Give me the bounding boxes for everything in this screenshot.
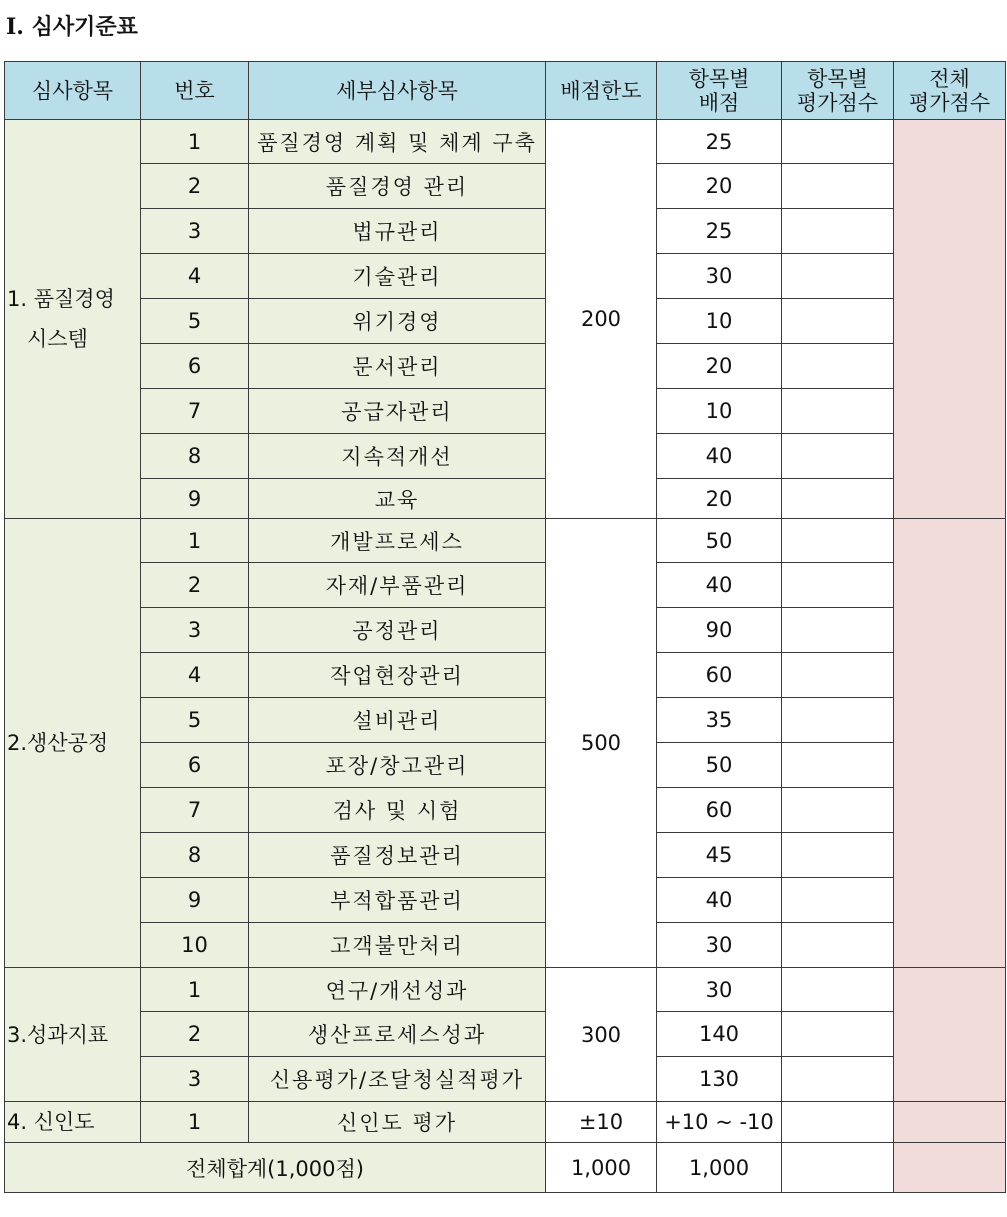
item-points: 60 (657, 653, 782, 698)
category-cell (5, 968, 141, 1102)
category-cell (5, 120, 141, 519)
item-name: 검사 및 시험 (249, 788, 546, 833)
item-number: 3 (141, 209, 249, 254)
item-name: 공급자관리 (249, 389, 546, 434)
limit-cell: ±10 (546, 1102, 657, 1143)
item-name: 품질경영 계획 및 체계 구축 (249, 120, 546, 164)
total-overall-eval (894, 1143, 1006, 1193)
item-eval-score (782, 164, 894, 209)
category-label: 2.생산공정 (7, 731, 109, 755)
total-eval-score (894, 1102, 1006, 1143)
table-row (5, 389, 1006, 434)
item-eval-score (782, 833, 894, 878)
item-number: 7 (141, 389, 249, 434)
table-row (5, 1102, 1006, 1143)
item-name: 품질정보관리 (249, 833, 546, 878)
header-item: 세부심사항목 (249, 62, 546, 120)
header-item-points-line1: 항목별 (688, 66, 750, 91)
item-points: 30 (657, 968, 782, 1012)
header-total-eval-line2: 평가점수 (908, 90, 991, 115)
header-number: 번호 (141, 62, 249, 120)
item-eval-score (782, 743, 894, 788)
item-eval-score (782, 923, 894, 968)
item-eval-score (782, 653, 894, 698)
item-name: 신인도 평가 (249, 1102, 546, 1143)
item-number: 3 (141, 1057, 249, 1102)
item-name: 지속적개선 (249, 434, 546, 479)
evaluation-criteria-table (4, 61, 1006, 1193)
limit-cell: 300 (546, 968, 657, 1102)
total-limit: 1,000 (546, 1143, 657, 1193)
item-name: 고객불만처리 (249, 923, 546, 968)
item-eval-score (782, 968, 894, 1012)
item-name: 위기경영 (249, 299, 546, 344)
table-row (5, 923, 1006, 968)
item-points: 60 (657, 788, 782, 833)
item-points: 40 (657, 563, 782, 608)
item-points: 30 (657, 923, 782, 968)
item-eval-score (782, 1102, 894, 1143)
table-row (5, 653, 1006, 698)
table-row (5, 788, 1006, 833)
item-eval-score (782, 344, 894, 389)
item-name: 신용평가/조달청실적평가 (249, 1057, 546, 1102)
item-eval-score (782, 788, 894, 833)
item-number: 6 (141, 743, 249, 788)
item-eval-score (782, 698, 894, 743)
item-eval-score (782, 209, 894, 254)
item-points: 20 (657, 479, 782, 519)
item-number: 6 (141, 344, 249, 389)
item-name: 기술관리 (249, 254, 546, 299)
table-row (5, 1057, 1006, 1102)
item-eval-score (782, 563, 894, 608)
item-eval-score (782, 254, 894, 299)
category-cell (5, 1102, 141, 1143)
table-row (5, 209, 1006, 254)
item-points: 10 (657, 389, 782, 434)
item-points: 50 (657, 519, 782, 563)
total-eval-score (894, 120, 1006, 519)
header-row (5, 62, 1006, 120)
item-number: 9 (141, 878, 249, 923)
item-points: 130 (657, 1057, 782, 1102)
item-points: 10 (657, 299, 782, 344)
item-points: +10 ~ -10 (657, 1102, 782, 1143)
table-row (5, 968, 1006, 1012)
item-name: 법규관리 (249, 209, 546, 254)
table-row (5, 299, 1006, 344)
item-name: 공정관리 (249, 608, 546, 653)
table-row (5, 519, 1006, 563)
table-row (5, 878, 1006, 923)
item-number: 9 (141, 479, 249, 519)
table-row (5, 608, 1006, 653)
item-number: 1 (141, 968, 249, 1012)
item-number: 1 (141, 519, 249, 563)
header-total-eval-line1: 전체 (929, 66, 970, 91)
item-number: 4 (141, 653, 249, 698)
item-name: 작업현장관리 (249, 653, 546, 698)
item-name: 부적합품관리 (249, 878, 546, 923)
category-label: 4. 신인도 (7, 1110, 95, 1134)
item-eval-score (782, 389, 894, 434)
item-number: 7 (141, 788, 249, 833)
item-number: 5 (141, 698, 249, 743)
item-eval-score (782, 434, 894, 479)
item-eval-score (782, 1012, 894, 1057)
item-eval-score (782, 608, 894, 653)
header-category: 심사항목 (5, 62, 141, 120)
header-limit: 배점한도 (546, 62, 657, 120)
document-title: Ⅰ. 심사기준표 (6, 14, 138, 40)
item-number: 1 (141, 1102, 249, 1143)
item-points: 25 (657, 209, 782, 254)
total-points: 1,000 (657, 1143, 782, 1193)
item-points: 40 (657, 434, 782, 479)
limit-cell: 500 (546, 519, 657, 968)
item-name: 개발프로세스 (249, 519, 546, 563)
header-item-eval-line1: 항목별 (807, 66, 868, 91)
item-eval-score (782, 120, 894, 164)
item-number: 8 (141, 833, 249, 878)
header-item-eval (782, 62, 894, 120)
header-item-eval-line2: 평가점수 (796, 90, 879, 115)
table-row (5, 120, 1006, 164)
item-eval-score (782, 299, 894, 344)
total-label: 전체합계(1,000점) (5, 1143, 546, 1193)
total-item-eval (782, 1143, 894, 1193)
item-number: 3 (141, 608, 249, 653)
item-name: 연구/개선성과 (249, 968, 546, 1012)
total-row (5, 1143, 1006, 1193)
item-number: 2 (141, 164, 249, 209)
total-eval-score (894, 519, 1006, 968)
header-item-points-line2: 배점 (698, 90, 740, 115)
item-points: 90 (657, 608, 782, 653)
item-name: 설비관리 (249, 698, 546, 743)
table-row (5, 563, 1006, 608)
item-points: 25 (657, 120, 782, 164)
table-row (5, 164, 1006, 209)
item-name: 품질경영 관리 (249, 164, 546, 209)
item-points: 20 (657, 344, 782, 389)
limit-cell: 200 (546, 120, 657, 519)
table-row (5, 479, 1006, 519)
item-points: 20 (657, 164, 782, 209)
item-name: 자재/부품관리 (249, 563, 546, 608)
category-cell (5, 519, 141, 968)
item-number: 2 (141, 1012, 249, 1057)
item-eval-score (782, 519, 894, 563)
item-eval-score (782, 479, 894, 519)
item-points: 45 (657, 833, 782, 878)
table-row (5, 743, 1006, 788)
item-number: 5 (141, 299, 249, 344)
item-number: 1 (141, 120, 249, 164)
table-row (5, 698, 1006, 743)
item-number: 8 (141, 434, 249, 479)
table-row (5, 344, 1006, 389)
table-row (5, 254, 1006, 299)
category-label: 1. 품질경영 (7, 287, 115, 311)
table-row (5, 1012, 1006, 1057)
table-row (5, 434, 1006, 479)
header-total-eval (894, 62, 1006, 120)
item-points: 140 (657, 1012, 782, 1057)
total-eval-score (894, 968, 1006, 1102)
item-name: 포장/창고관리 (249, 743, 546, 788)
item-points: 40 (657, 878, 782, 923)
item-points: 35 (657, 698, 782, 743)
header-item-points (657, 62, 782, 120)
table-body (5, 120, 1006, 1193)
item-name: 문서관리 (249, 344, 546, 389)
item-points: 50 (657, 743, 782, 788)
category-label: 3.성과지표 (7, 1022, 109, 1047)
item-eval-score (782, 878, 894, 923)
item-number: 2 (141, 563, 249, 608)
table-row (5, 833, 1006, 878)
item-number: 4 (141, 254, 249, 299)
item-name: 교육 (249, 479, 546, 519)
item-name: 생산프로세스성과 (249, 1012, 546, 1057)
item-points: 30 (657, 254, 782, 299)
item-number: 10 (141, 923, 249, 968)
category-label-line2: 시스템 (27, 327, 88, 351)
item-eval-score (782, 1057, 894, 1102)
